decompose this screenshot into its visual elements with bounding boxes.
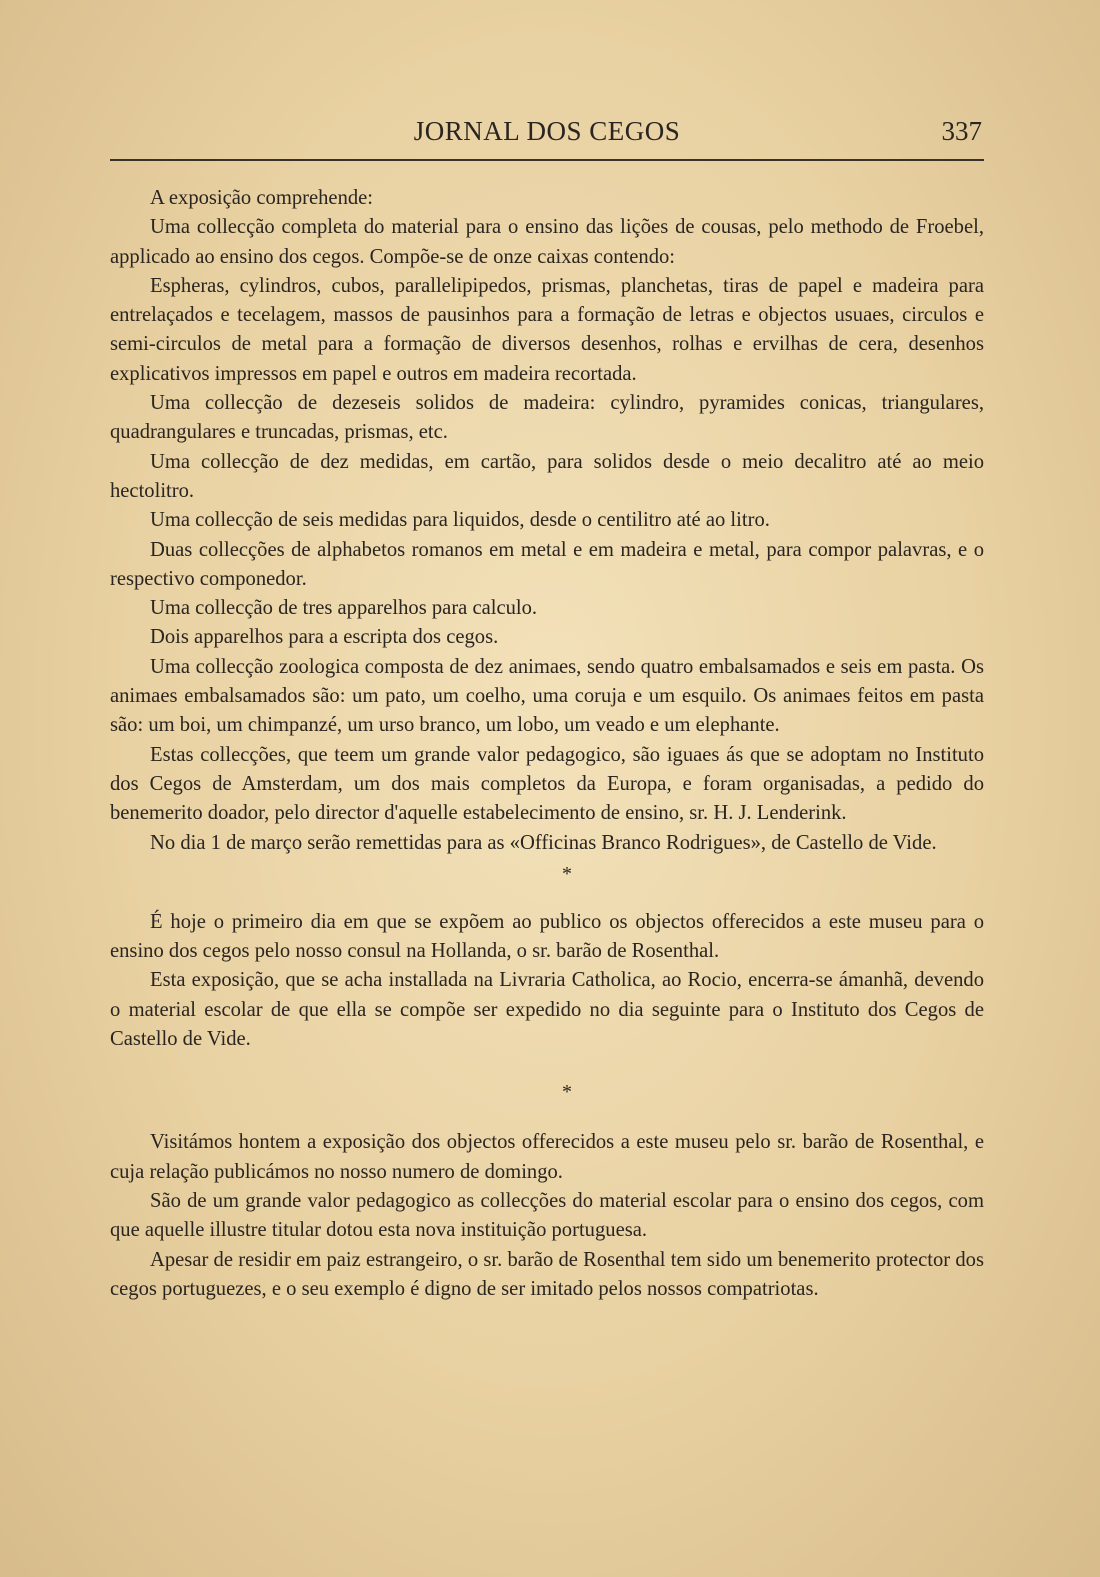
- paragraph: Uma collecção zoologica composta de dez animaes, sendo quatro embalsamados e seis em pasta. Os animaes embalsamados são: um pato, um coelho, uma coruja e um esquilo. Os animaes feitos em pasta são: um boi, um chimpanzé, um urso branco, um lobo, um veado e um elephante.: [110, 655, 984, 737]
- paragraph: Apesar de residir em paiz estrangeiro, o sr. barão de Rosenthal tem sido um benemerito protector dos cegos portuguezes, e o seu exemplo é digno de ser imitado pelos nossos compatriotas.: [110, 1248, 984, 1300]
- paragraph: É hoje o primeiro dia em que se expõem ao publico os objectos offerecidos a este museu para o ensino dos cegos pelo nosso consul na Hollanda, o sr. barão de Rosenthal.: [110, 910, 984, 963]
- article-body: [110, 184, 984, 1304]
- paragraph: Uma collecção de seis medidas para liquidos, desde o centilitro até ao litro.: [150, 509, 770, 532]
- paragraph: Espheras, cylindros, cubos, parallelipipedos, prismas, planchetas, tiras de papel e madeira para entrelaçados e tecelagem, massos de pausinhos para a formação de letras e objectos usuaes, circulos e semi-circulos de metal para a formação de diversos desenhos, rolhas e ervilhas de cera, desenhos explicativos impressos em papel e outros em madeira recortada.: [110, 274, 984, 385]
- section-separator-asterisk: *: [562, 1081, 572, 1104]
- running-head: [110, 112, 984, 152]
- paragraph: No dia 1 de março serão remettidas para as «Officinas Branco Rodrigues», de Castello de Vide.: [150, 831, 937, 854]
- paragraph: Estas collecções, que teem um grande valor pedagogico, são iguaes ás que se adoptam no Instituto dos Cegos de Amsterdam, um dos mais completos da Europa, e foram organisadas, a pedido do benemerito doador, pelo director d'aquelle estabelecimento de ensino, sr. H. J. Lenderink.: [110, 743, 984, 825]
- paragraph: Uma collecção de dez medidas, em cartão, para solidos desde o meio decalitro até ao meio hectolitro.: [110, 450, 984, 502]
- paragraph: Uma collecção completa do material para o ensino das lições de cousas, pelo methodo de Froebel, applicado ao ensino dos cegos. Compõe-se de onze caixas contendo:: [110, 216, 984, 268]
- paragraph: Uma collecção de dezeseis solidos de madeira: cylindro, pyramides conicas, triangulares, quadrangulares e truncadas, prismas, etc.: [110, 392, 984, 444]
- paragraph: Visitámos hontem a exposição dos objectos offerecidos a este museu pelo sr. barão de Rosenthal, e cuja relação publicámos no nosso numero de domingo.: [110, 1131, 984, 1183]
- paragraph: Esta exposição, que se acha installada na Livraria Catholica, ao Rocio, encerra-se ámanhã, devendo o material escolar de que ella se compõe ser expedido no dia seguinte para o Instituto dos Cegos de Castello de Vide.: [110, 969, 984, 1051]
- paragraph: Uma collecção de tres apparelhos para calculo.: [150, 597, 538, 620]
- paragraph: A exposição comprehende:: [150, 187, 374, 209]
- paragraph: Duas collecções de alphabetos romanos em metal e em madeira e metal, para compor palavras, e o respectivo componedor.: [110, 538, 984, 590]
- journal-title: JORNAL DOS CEGOS: [413, 116, 681, 146]
- header-rule: [110, 159, 984, 161]
- page-number: 337: [941, 116, 982, 146]
- paragraph: São de um grande valor pedagogico as collecções do material escolar para o ensino dos cegos, com que aquelle illustre titular dotou esta nova instituição portuguesa.: [110, 1189, 984, 1242]
- paragraph: Dois apparelhos para a escripta dos cegos.: [150, 626, 499, 649]
- section-separator-asterisk: *: [562, 862, 572, 885]
- page: [110, 0, 984, 1577]
